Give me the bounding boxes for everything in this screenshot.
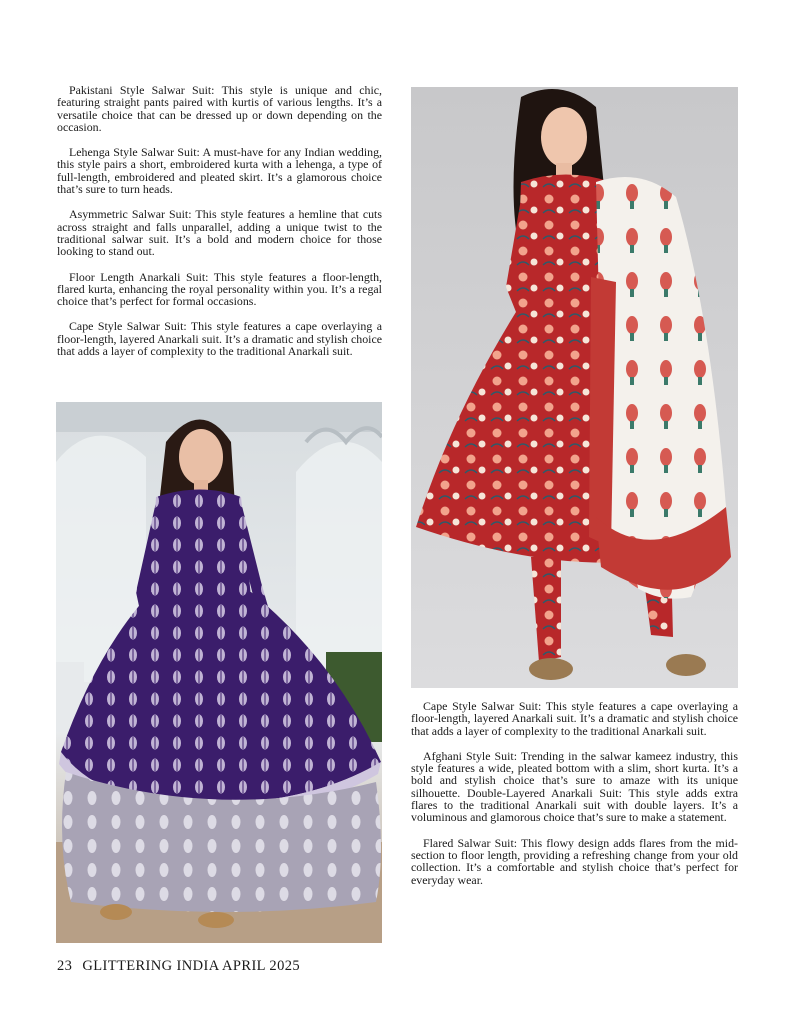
publication-title: GLITTERING INDIA APRIL 2025 — [82, 958, 301, 974]
right-text-column — [411, 700, 738, 899]
paragraph-asymmetric-style: Asymmetric Salwar Suit: This style features a hemline that cuts across straight and falls unparallel, adding a unique twist to the traditional salwar suit. It’s a bold and modern choice for those looking to stand out. — [57, 207, 382, 259]
paragraph-cape-style: Cape Style Salwar Suit: This style features a cape overlaying a floor-length, layered Anarkali suit. It’s a dramatic and stylish choice that adds a layer of complexity to the traditional Anarkali suit. — [57, 319, 382, 359]
paragraph-flared-salwar: Flared Salwar Suit: This flowy design adds flares from the mid-section to floor length, providing a refreshing change from your old collection. It’s a comfortable and stylish choice that’s perfect for everyday wear. — [411, 835, 738, 887]
red-anarkali-photo — [411, 87, 738, 688]
paragraph-floor-length-anarkali: Floor Length Anarkali Suit: This style features a floor-length, flared kurta, enhancing the royal personality within you. It’s a regal choice that’s perfect for formal occasions. — [57, 269, 382, 309]
left-text-column — [57, 84, 382, 370]
page-footer — [57, 958, 300, 975]
paragraph-lehenga-style: Lehenga Style Salwar Suit: A must-have for any Indian wedding, this style pairs a short, embroidered kurta with a lehenga, a type of full-length, embroidered and pleated skirt. It’s a glamorous choice that’s sure to turn heads. — [57, 145, 382, 197]
paragraph-cape-style-repeat: Cape Style Salwar Suit: This style features a cape overlaying a floor-length, layered Anarkali suit. It’s a dramatic and stylish choice that adds a layer of complexity to the traditional Anarkali suit. — [411, 699, 738, 738]
paragraph-afghani-style: Afghani Style Suit: Trending in the salwar kameez industry, this style features a wide, pleated bottom with a slim, short kurta. It’s a bold and stylish choice that’s sure to amaze with its unique silhouette. Double-Layered Anarkali Suit: This style adds extra flares to the traditional Anarkali suit with double layers. It’s a voluminous and glamorous choice that’s sure to make a statement. — [411, 748, 738, 825]
page-number: 23 — [57, 958, 73, 974]
paragraph-pakistani-style: Pakistani Style Salwar Suit: This style is unique and chic, featuring straight pants paired with kurtis of various lengths. It’s a versatile choice that can be dressed up or down depending on the occasion. — [57, 83, 382, 134]
purple-anarkali-photo — [56, 402, 382, 943]
